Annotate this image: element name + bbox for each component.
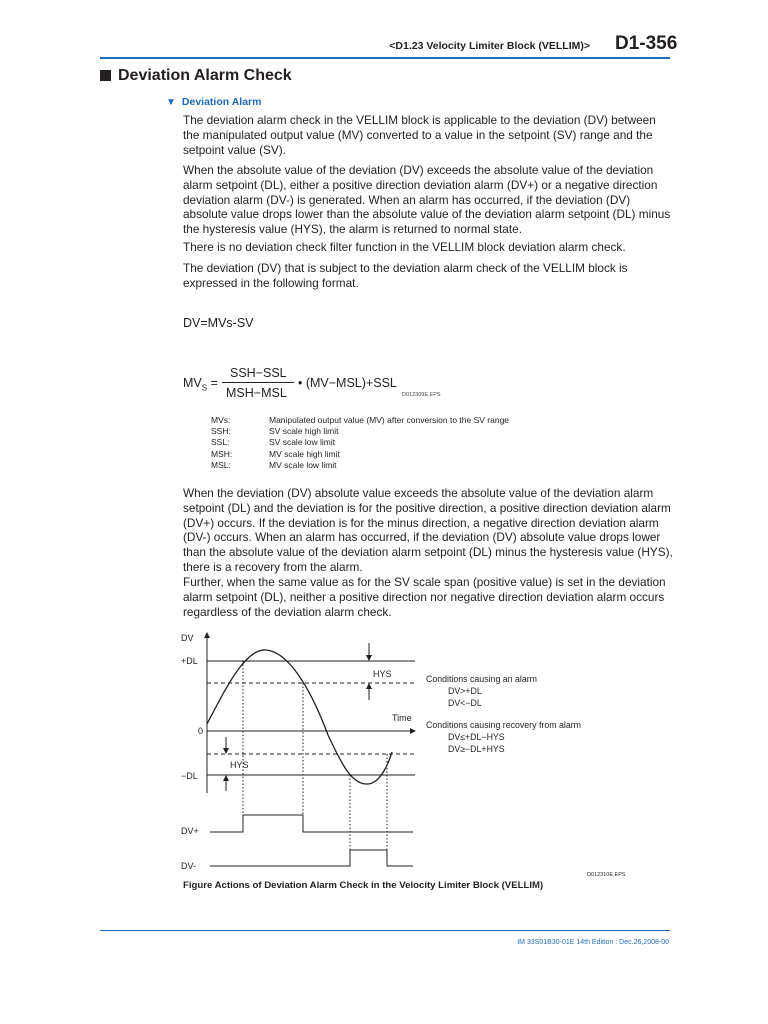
plus-dl-label: +DL [181, 656, 198, 666]
definition-term: MSL: [211, 459, 231, 470]
dv-axis-label: DV [181, 633, 194, 643]
definition-desc: MV scale high limit [269, 448, 340, 459]
triangle-down-icon: ▼ [166, 97, 176, 108]
alarm-condition: DV<−DL [448, 698, 482, 708]
minus-dl-label: −DL [181, 771, 198, 781]
formula-eps-label: D012309E.EPS [402, 392, 441, 398]
dv-minus-pulse [210, 850, 413, 866]
definition-desc: Manipulated output value (MV) after conversion to the SV range [269, 415, 510, 425]
definition-desc: SV scale low limit [269, 437, 336, 448]
dv-plus-pulse [210, 815, 413, 832]
recovery-conditions-title: Conditions causing recovery from alarm [426, 720, 581, 730]
zero-label: 0 [198, 726, 204, 736]
formula-numerator: SSH−SSL [230, 366, 287, 380]
section-title: <D1.23 Velocity Limiter Block (VELLIM)> [389, 40, 590, 52]
formula-tail: • (MV−MSL)+SSL [298, 376, 397, 390]
recovery-condition: DV≤+DL−HYS [448, 732, 505, 742]
body-paragraph: Further, when the same value as for the SV scale span (positive value) is set in the deviation alarm setpoint (DL), neither a positive direction nor negative direction deviation alarm occurs regardless of the deviation alarm check. [183, 575, 666, 619]
body-paragraph: There is no deviation check filter function in the VELLIM block deviation alarm check. [183, 240, 626, 254]
definition-term: MVs: [211, 415, 231, 425]
mvs-lhs-sub: S [201, 383, 208, 393]
recovery-condition: DV≥−DL+HYS [448, 744, 505, 754]
page-number: D1-356 [615, 33, 678, 54]
dv-plus-label: DV+ [181, 826, 199, 836]
footer-doc-id: IM 33S01B30-01E 14th Edition : Dec.26,2008-00 [517, 939, 669, 946]
alarm-condition: DV>+DL [448, 686, 482, 696]
mvs-lhs-eq: = [207, 376, 218, 390]
definition-term: SSL: [211, 437, 230, 448]
alarm-conditions-title: Conditions causing an alarm [426, 674, 538, 684]
footer-rule [100, 930, 670, 931]
definition-term: SSH: [211, 426, 231, 437]
dv-minus-label: DV- [181, 861, 197, 871]
definition-term: MSH: [211, 448, 233, 459]
definition-desc: SV scale high limit [269, 426, 339, 437]
diagram-eps-label: D012310E.EPS [587, 872, 626, 878]
figure-caption: Figure Actions of Deviation Alarm Check in the Velocity Limiter Block (VELLIM) [183, 880, 544, 891]
dv-formula: DV=MVs-SV [183, 316, 254, 330]
body-paragraph: The deviation alarm check in the VELLIM block is applicable to the deviation (DV) between the manipulated output value (MV) converted to a value in the setpoint (SV) range and the setpoint value (SV). [183, 113, 656, 157]
body-paragraph: When the deviation (DV) absolute value exceeds the absolute value of the deviation alarm setpoint (DL) and the deviation is for the positive direction, a positive direction deviation alarm (DV+) occurs. If the deviation is for the minus direction, a negative direction deviation alarm (DV-) occurs. When an alarm has occurred, if the deviation (DV) absolute value drops lower than the absolute value of the deviation alarm setpoint (DL) minus the hysteresis value (HYS), there is a recovery from the alarm. [183, 486, 673, 574]
hys-label-upper: HYS [373, 669, 392, 679]
formula-denominator: MSH−MSL [226, 386, 287, 400]
body-paragraph: When the absolute value of the deviation (DV) exceeds the absolute value of the deviation alarm setpoint (DL), either a positive direction deviation alarm (DV+) or a negative direction deviation alarm (DV-) is generated. When an alarm has occurred, if the deviation (DV) absolute value drops lower than the absolute value of the deviation alarm setpoint (DL) minus the hysteresis value (HYS), the alarm is returned to normal state. [183, 163, 671, 237]
mvs-lhs-main: MV [183, 376, 202, 390]
hys-label-lower: HYS [230, 760, 249, 770]
page-heading-text: Deviation Alarm Check [118, 67, 292, 84]
subheading-text: Deviation Alarm [181, 96, 262, 108]
body-paragraph: The deviation (DV) that is subject to the deviation alarm check of the VELLIM block is expressed in the following format. [183, 261, 628, 290]
definition-desc: MV scale low limit [269, 459, 337, 470]
time-label: Time [392, 713, 412, 723]
